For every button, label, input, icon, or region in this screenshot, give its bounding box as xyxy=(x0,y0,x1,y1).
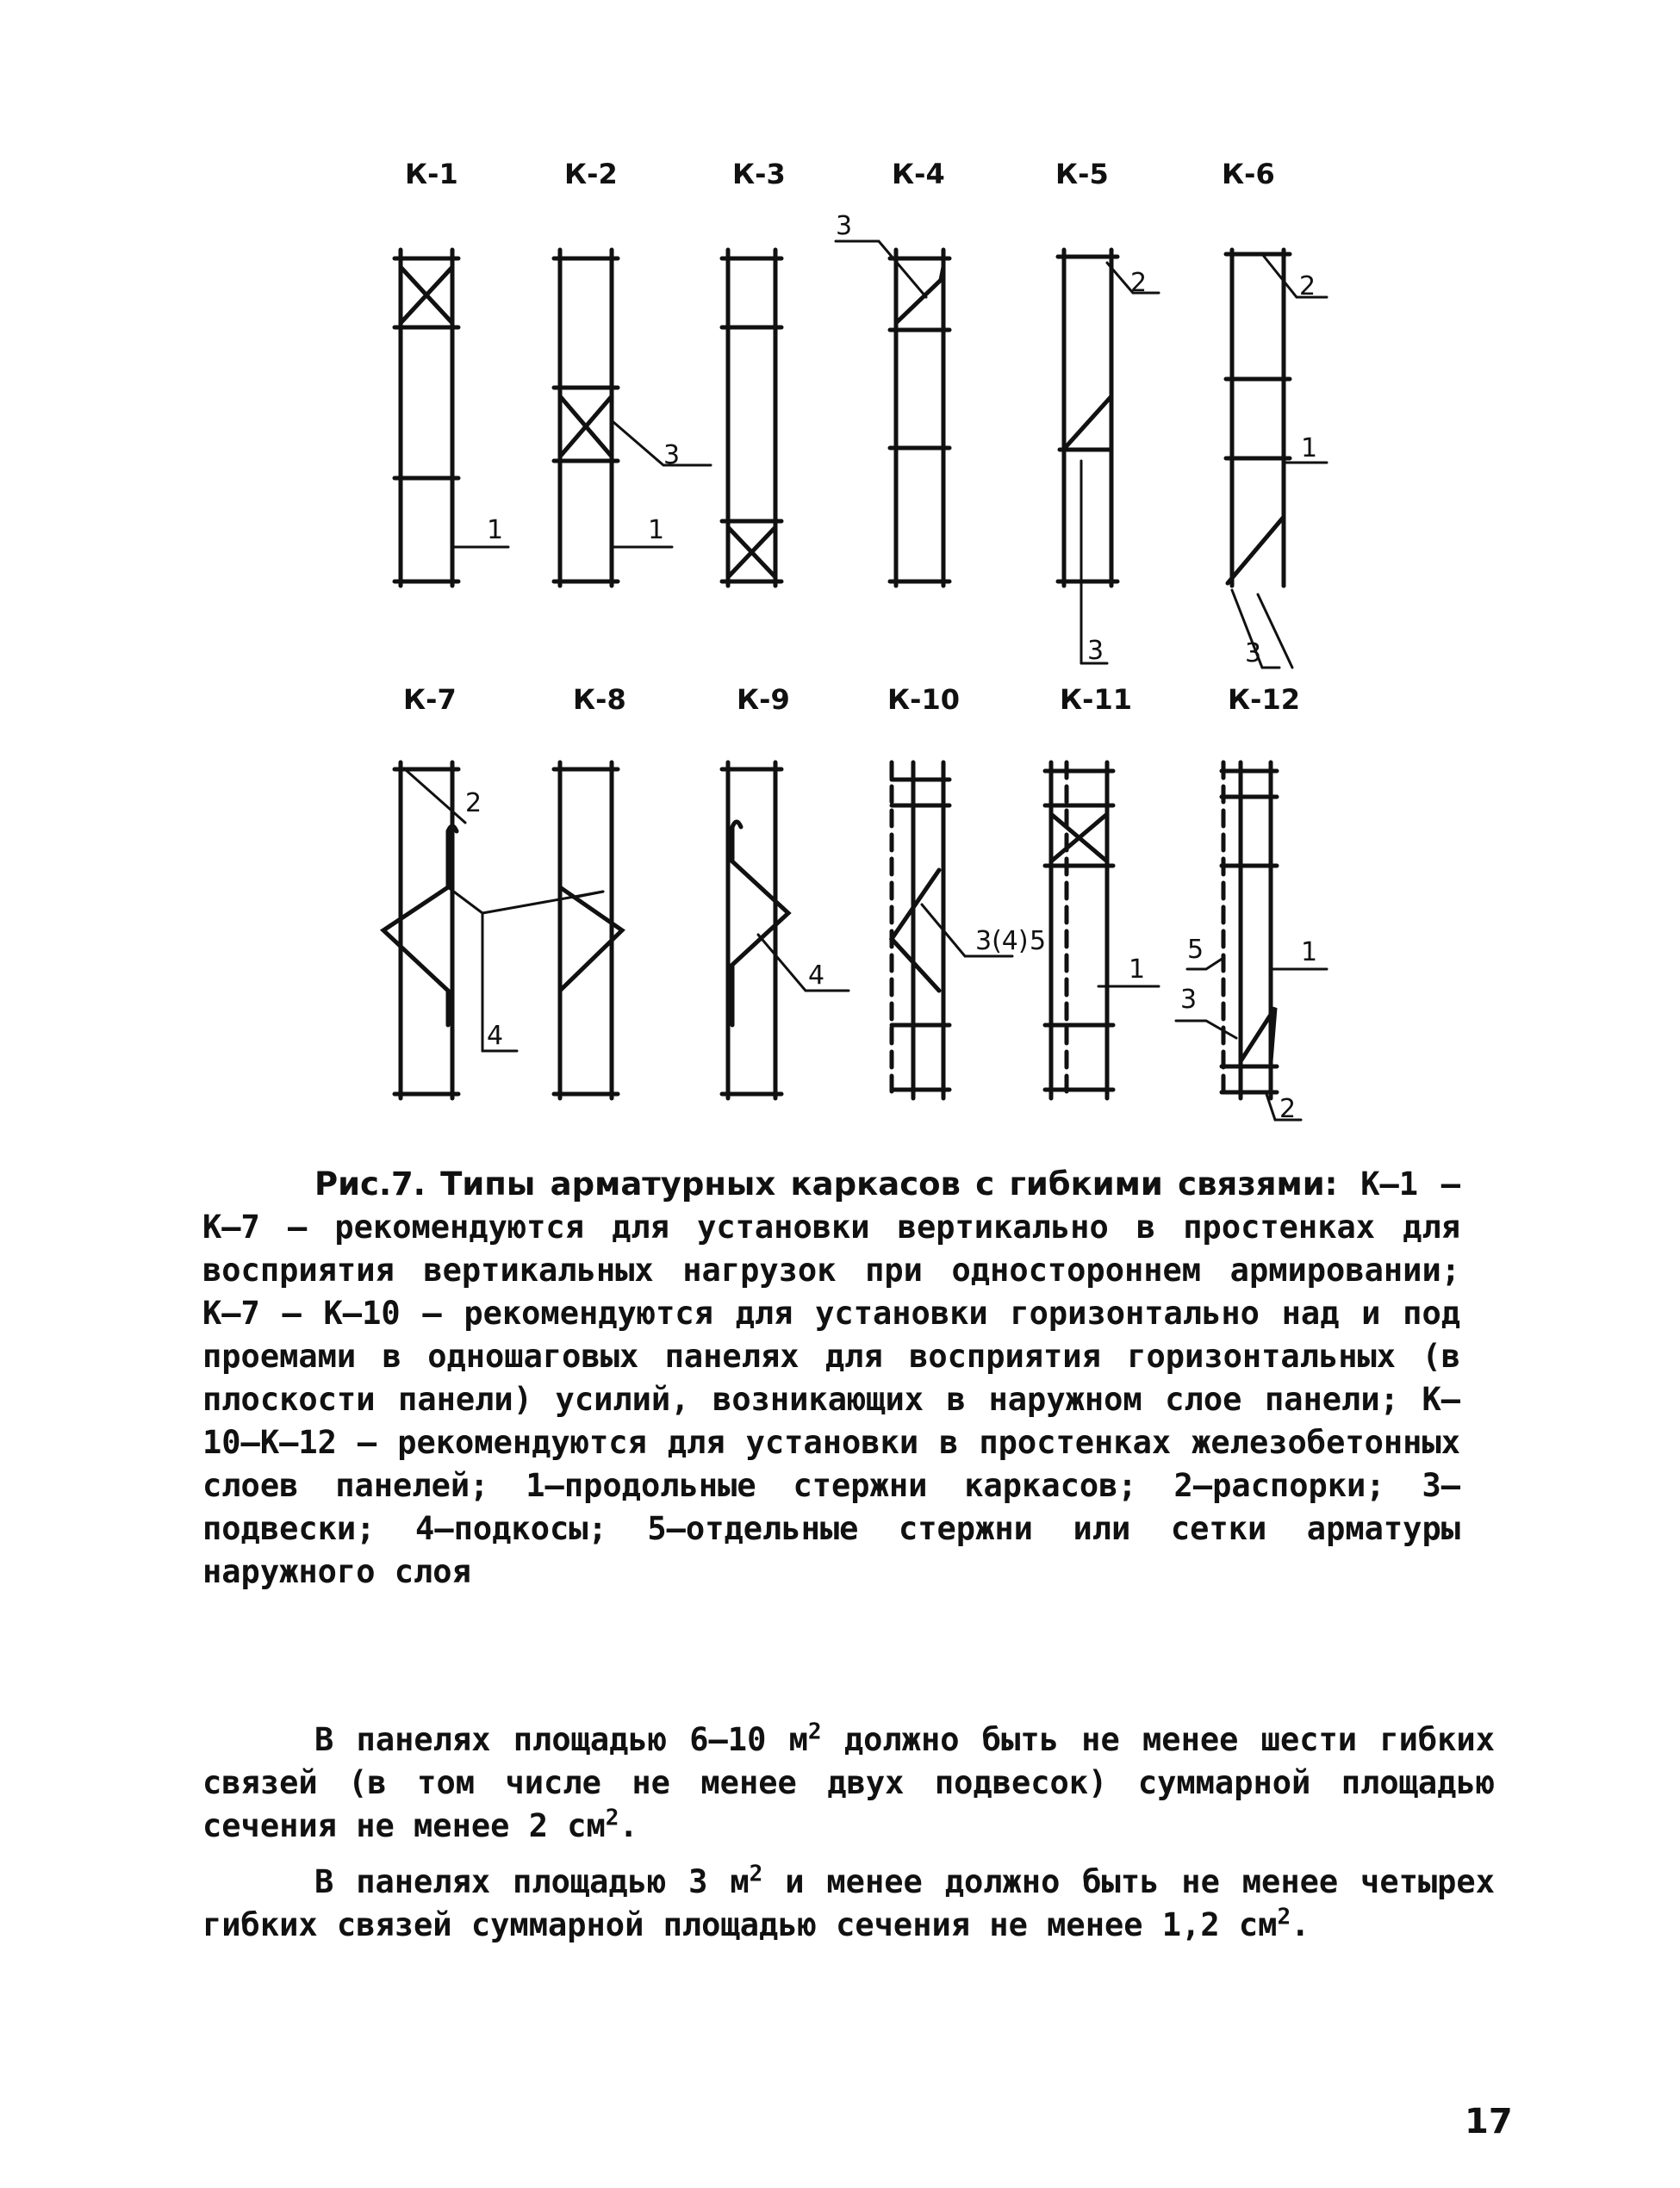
callout-k7-2: 2 xyxy=(465,788,482,818)
p2-text-b: и менее должно быть не менее четырех гибких связей суммарной площадью сечения не менее 1,2 см xyxy=(202,1863,1495,1943)
callout-k2-3: 3 xyxy=(663,440,681,470)
frame-k11 xyxy=(1045,762,1159,1098)
p1-sup-2: 2 xyxy=(605,1805,619,1831)
callout-k6-2: 2 xyxy=(1299,271,1316,301)
callout-k6-1: 1 xyxy=(1301,433,1318,463)
frame-k4 xyxy=(836,241,949,586)
callout-k2-1: 1 xyxy=(648,515,665,545)
callout-k11-1: 1 xyxy=(1129,954,1146,985)
callout-k12-5: 5 xyxy=(1187,935,1204,965)
caption-body: К–1 – К–7 – рекомендуются для установки вертикально в простенках для восприятия вертикальных нагрузок при одностороннем армировании; К–7 – К–10 – рекомендуются для установки горизонтально над и под проемами в одношаговых панелях для восприятия горизонтальных (в плоскости панели) усилий, возникающих в наружном слое панели; К–10–К–12 – рекомендуются для установки в простенках железобетонных слоев панелей; 1–продольные стержни каркасов; 2–распорки; 3–подвески; 4–подкосы; 5–отдельные стержни или сетки арматуры наружного слоя xyxy=(202,1165,1460,1590)
label-k3: К-3 xyxy=(732,158,786,190)
label-k10: К-10 xyxy=(887,683,960,716)
p2-text-a: В панелях площадью 3 м xyxy=(314,1863,750,1900)
callout-k7-4: 4 xyxy=(487,1021,504,1051)
callout-k11-5: 5 xyxy=(1030,926,1047,956)
label-k2: К-2 xyxy=(564,158,618,190)
callout-k9-4: 4 xyxy=(808,960,825,991)
figure-caption xyxy=(202,1163,1460,1594)
callout-k12-3: 3 xyxy=(1180,985,1198,1015)
frame-k9 xyxy=(722,762,849,1098)
p1-sup-1: 2 xyxy=(807,1719,822,1745)
frame-k3 xyxy=(722,250,781,586)
label-k6: К-6 xyxy=(1222,158,1275,190)
paragraph-2 xyxy=(202,1861,1495,1947)
paragraph-1 xyxy=(202,1719,1495,1848)
p2-sup-2: 2 xyxy=(1277,1904,1291,1930)
callout-k10-3-4: 3(4) xyxy=(975,926,1029,956)
p1-text-b: должно быть не менее шести гибких связей (в том числе не менее двух подвесок) суммарной площадью сечения не менее 2 см xyxy=(202,1721,1495,1844)
frame-k5 xyxy=(1058,250,1159,663)
label-k12: К-12 xyxy=(1228,683,1300,716)
frame-k8 xyxy=(554,762,622,1098)
callout-k6-3: 3 xyxy=(1245,638,1262,668)
label-k9: К-9 xyxy=(737,683,790,716)
callout-k5-3: 3 xyxy=(1087,636,1104,666)
callout-k4-3: 3 xyxy=(836,211,853,241)
frame-k2 xyxy=(554,250,711,586)
p2-text-c: . xyxy=(1291,1906,1310,1943)
callout-k5-2: 2 xyxy=(1130,268,1148,298)
label-k4: К-4 xyxy=(892,158,945,190)
callout-k12-2: 2 xyxy=(1279,1094,1297,1124)
page-number: 17 xyxy=(1465,2102,1513,2141)
label-k5: К-5 xyxy=(1055,158,1109,190)
p1-text-a: В панелях площадью 6–10 м xyxy=(314,1721,808,1758)
label-k8: К-8 xyxy=(573,683,626,716)
callout-k1-1: 1 xyxy=(487,515,504,545)
caption-title: Рис.7. Типы арматурных каркасов с гибкими связями: xyxy=(314,1165,1338,1203)
label-k7: К-7 xyxy=(403,683,457,716)
label-k11: К-11 xyxy=(1060,683,1132,716)
label-k1: К-1 xyxy=(405,158,458,190)
p2-sup-1: 2 xyxy=(749,1861,763,1887)
callout-k12-1: 1 xyxy=(1301,937,1318,967)
p1-text-c: . xyxy=(619,1807,638,1844)
